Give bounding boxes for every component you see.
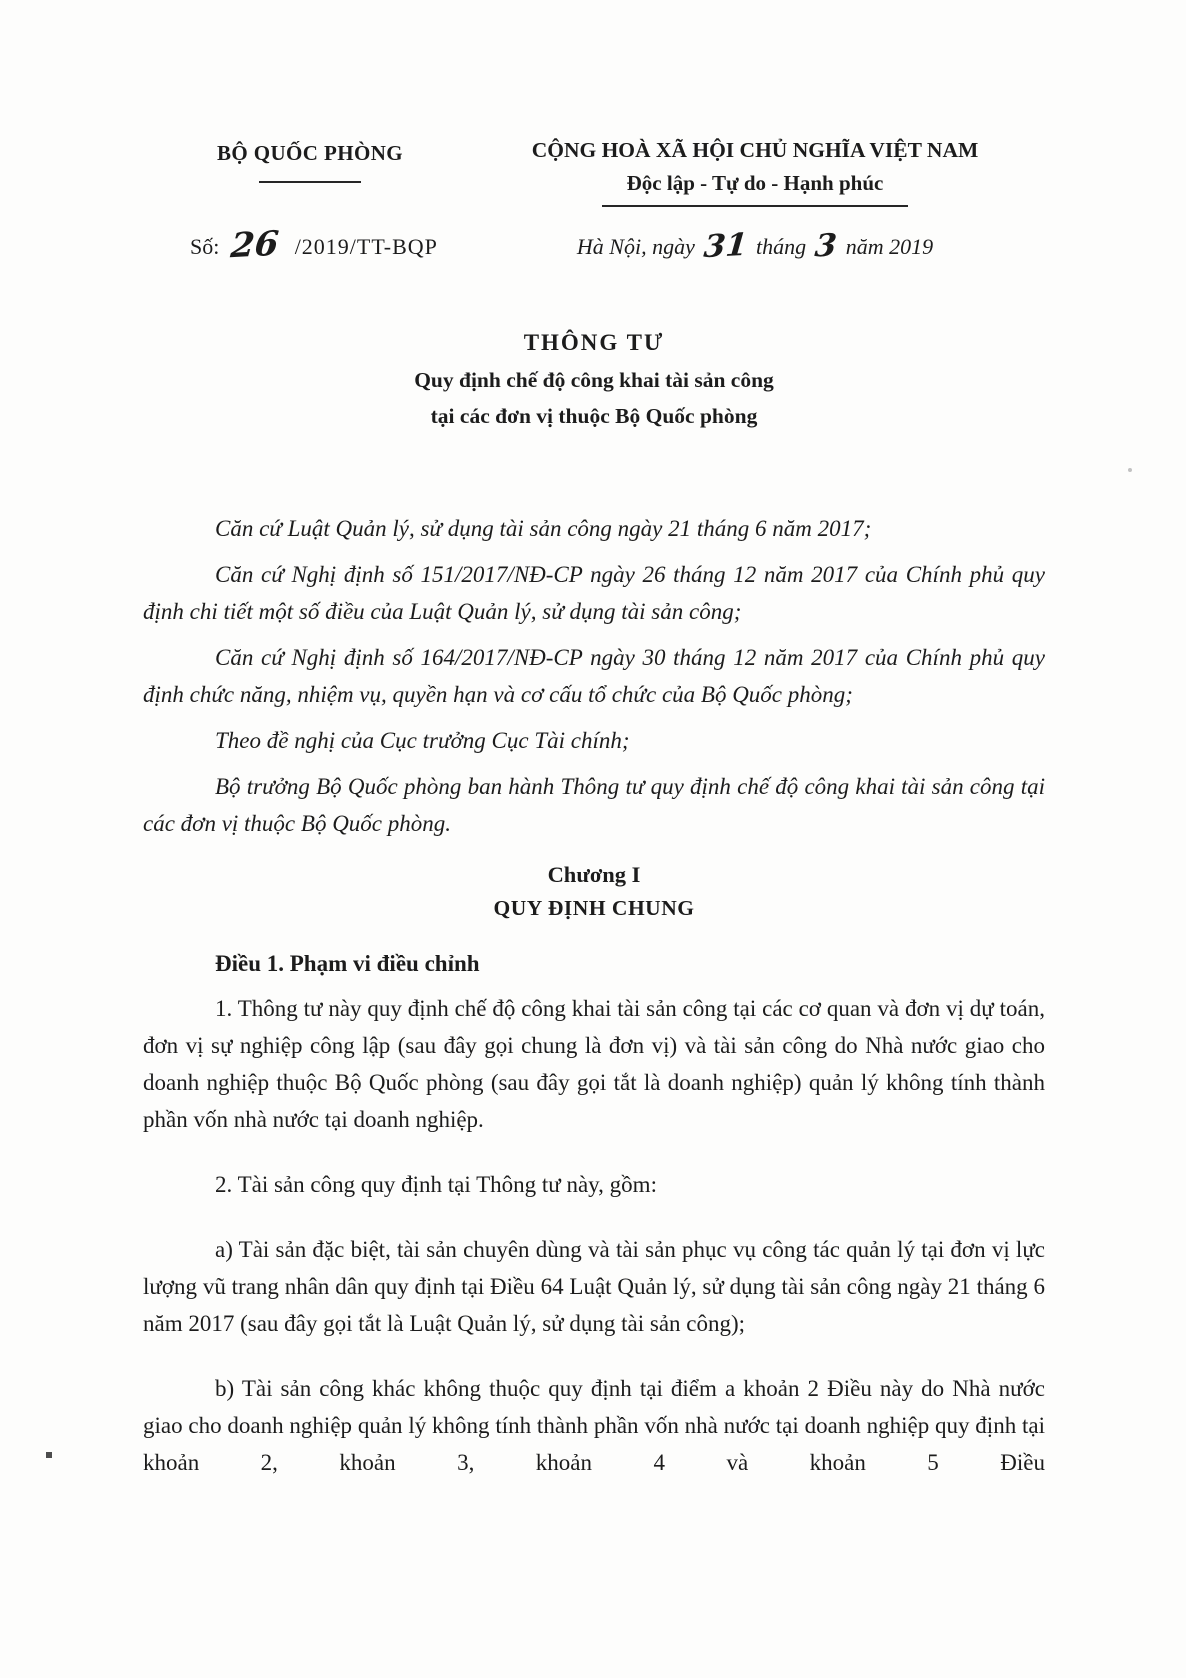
article-paragraph: 2. Tài sản công quy định tại Thông tư này, gồm: [215, 1172, 657, 1197]
document-type-title: THÔNG TƯ [523, 330, 665, 355]
preamble-section [143, 510, 1045, 842]
date-place-prefix: Hà Nội, ngày [576, 234, 695, 259]
handwritten-document-number: 26 [229, 223, 281, 267]
chapter-heading-block [143, 862, 1045, 921]
scan-artifact-dot [1128, 468, 1132, 472]
article-1-section [143, 951, 1045, 1481]
preamble-paragraph: Căn cứ Nghị định số 164/2017/NĐ-CP ngày 30 tháng 12 năm 2017 của Chính phủ quy định chức năng, nhiệm vụ, quyền hạn và cơ cấu tổ chức của Bộ Quốc phòng; [143, 645, 1045, 707]
preamble-paragraph: Theo đề nghị của Cục trưởng Cục Tài chính; [215, 728, 630, 753]
issuing-org-name: BỘ QUỐC PHÒNG [216, 141, 404, 165]
national-header-block [495, 138, 1015, 207]
chapter-label: Chương I [547, 862, 641, 887]
document-number-label: Số: [190, 234, 220, 259]
document-subject-line2: tại các đơn vị thuộc Bộ Quốc phòng [430, 404, 758, 428]
date-month-word: tháng [756, 234, 807, 259]
scan-artifact-dot [46, 1452, 52, 1458]
handwritten-day: 31 [702, 226, 749, 266]
preamble-paragraph: Căn cứ Luật Quản lý, sử dụng tài sản công ngày 21 tháng 6 năm 2017; [215, 516, 872, 541]
chapter-title: QUY ĐỊNH CHUNG [493, 896, 695, 920]
place-date-line [495, 226, 1015, 266]
document-title-block [143, 330, 1045, 434]
document-header [143, 138, 1045, 207]
preamble-paragraph: Bộ trưởng Bộ Quốc phòng ban hành Thông tư quy định chế độ công khai tài sản công tại các đơn vị thuộc Bộ Quốc phòng. [143, 774, 1045, 836]
national-title: CỘNG HOÀ XÃ HỘI CHỦ NGHĨA VIỆT NAM [531, 138, 979, 162]
article-paragraph: a) Tài sản đặc biệt, tài sản chuyên dùng và tài sản phục vụ công tác quản lý tại đơn vị lực lượng vũ trang nhân dân quy định tại Điều 64 Luật Quản lý, sử dụng tài sản công ngày 21 tháng 6 năm 2017 (sau đây gọi tắt là Luật Quản lý, sử dụng tài sản công); [143, 1237, 1045, 1336]
document-subject-line1: Quy định chế độ công khai tài sản công [414, 368, 774, 392]
issuing-org-block [143, 138, 477, 183]
number-date-row [143, 223, 1045, 267]
article-paragraph-cutoff: b) Tài sản công khác không thuộc quy định tại điểm a khoản 2 Điều này do Nhà nước giao cho doanh nghiệp quản lý không tính thành phần vốn nhà nước tại doanh nghiệp quy định tại khoản 2, khoản 3, khoản 4 và khoản 5 Điều [143, 1376, 1045, 1475]
article-paragraph: 1. Thông tư này quy định chế độ công khai tài sản công tại các cơ quan và đơn vị dự toán, đơn vị sự nghiệp công lập (sau đây gọi chung là đơn vị) và tài sản công do Nhà nước giao cho doanh nghiệp thuộc Bộ Quốc phòng (sau đây gọi tắt là doanh nghiệp) quản lý không tính thành phần vốn nhà nước tại doanh nghiệp. [143, 996, 1045, 1132]
handwritten-month: 3 [813, 227, 839, 265]
article-1-heading: Điều 1. Phạm vi điều chỉnh [215, 951, 480, 976]
document-number-code: /2019/TT-BQP [294, 234, 438, 259]
motto-underline [602, 205, 908, 207]
date-year-suffix: năm 2019 [845, 234, 934, 259]
org-underline [259, 181, 361, 183]
document-number [143, 223, 477, 267]
national-motto: Độc lập - Tự do - Hạnh phúc [626, 171, 884, 195]
preamble-paragraph: Căn cứ Nghị định số 151/2017/NĐ-CP ngày 26 tháng 12 năm 2017 của Chính phủ quy định chi tiết một số điều của Luật Quản lý, sử dụng tài sản công; [143, 562, 1045, 624]
